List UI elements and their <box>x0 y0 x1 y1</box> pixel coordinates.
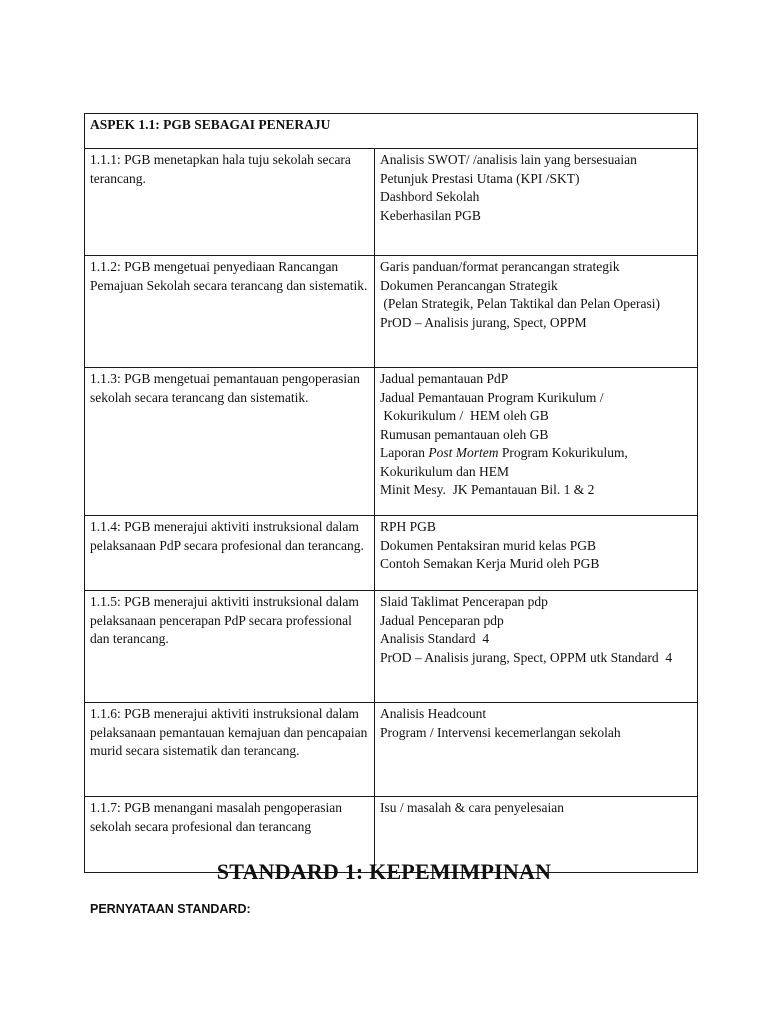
evidence-item: Slaid Taklimat Pencerapan pdp <box>380 594 548 609</box>
evidence-item-report <box>380 444 692 481</box>
evidence-item: (Pelan Strategik, Pelan Taktikal dan Pelan Operasi) <box>380 296 660 311</box>
evidence-item: Isu / masalah & cara penyelesaian <box>380 800 565 815</box>
evidence-item: Analisis Standard 4 <box>380 631 490 646</box>
evidence-item: Jadual Pemantauan Program Kurikulum / <box>380 389 604 405</box>
evidence-item: Jadual Penceparan pdp <box>380 612 504 628</box>
report-prefix: Laporan <box>380 445 429 460</box>
table-row <box>85 149 698 256</box>
evidence-cell <box>375 703 698 797</box>
evidence-item: Kokurikulum / HEM oleh GB <box>380 408 549 423</box>
table-row <box>85 368 698 516</box>
evidence-cell <box>375 591 698 703</box>
evidence-cell <box>375 149 698 256</box>
evidence-item: Petunjuk Prestasi Utama (KPI /SKT) <box>380 170 580 186</box>
criterion-cell: 1.1.7: PGB menangani masalah pengoperasian sekolah secara profesional dan terancang <box>85 797 375 873</box>
criterion-cell: 1.1.2: PGB mengetuai penyediaan Rancangan Pemajuan Sekolah secara terancang dan sistematik. <box>85 256 375 368</box>
evidence-item: Program / Intervensi kecemerlangan sekolah <box>380 724 621 740</box>
evidence-item: Contoh Semakan Kerja Murid oleh PGB <box>380 556 600 571</box>
standard-title: STANDARD 1: KEPEMIMPINAN <box>216 859 552 884</box>
evidence-item: Minit Mesy. JK Pemantauan Bil. 1 & 2 <box>380 482 595 497</box>
criterion-cell: 1.1.6: PGB menerajui aktiviti instruksional dalam pelaksanaan pemantauan kemajuan dan pencapaian murid secara sistematik dan terancang. <box>85 703 375 797</box>
table-row <box>85 516 698 591</box>
aspect-table <box>84 113 698 873</box>
report-italic: Post Mortem <box>428 445 499 460</box>
evidence-item: Dokumen Pentaksiran murid kelas PGB <box>380 537 596 553</box>
statement-label: PERNYATAAN STANDARD: <box>90 902 251 916</box>
evidence-item: Rumusan pemantauan oleh GB <box>380 426 549 442</box>
aspect-header-row <box>85 114 698 149</box>
evidence-item: Jadual pemantauan PdP <box>380 371 509 386</box>
evidence-item: PrOD – Analisis jurang, Spect, OPPM <box>380 314 587 330</box>
aspect-title: ASPEK 1.1: PGB SEBAGAI PENERAJU <box>85 114 698 149</box>
evidence-item: Analisis Headcount <box>380 706 487 721</box>
evidence-item: RPH PGB <box>380 519 436 534</box>
evidence-item: Keberhasilan PGB <box>380 207 481 223</box>
table-row <box>85 256 698 368</box>
criterion-cell: 1.1.5: PGB menerajui aktiviti instruksional dalam pelaksanaan pencerapan PdP secara professional dan terancang. <box>85 591 375 703</box>
evidence-item: Analisis SWOT/ /analisis lain yang bersesuaian <box>380 152 637 167</box>
evidence-item: Dokumen Perancangan Strategik <box>380 277 558 293</box>
report-suffix: Program Kokurikulum, Kokurikulum dan HEM <box>380 445 632 479</box>
table-row <box>85 703 698 797</box>
evidence-cell <box>375 368 698 516</box>
table-row <box>85 591 698 703</box>
evidence-cell <box>375 516 698 591</box>
evidence-item: Garis panduan/format perancangan strategik <box>380 259 620 274</box>
criterion-cell: 1.1.1: PGB menetapkan hala tuju sekolah secara terancang. <box>85 149 375 256</box>
evidence-cell <box>375 256 698 368</box>
criterion-cell: 1.1.3: PGB mengetuai pemantauan pengoperasian sekolah secara terancang dan sistematik. <box>85 368 375 516</box>
criterion-cell: 1.1.4: PGB menerajui aktiviti instruksional dalam pelaksanaan PdP secara profesional dan terancang. <box>85 516 375 591</box>
evidence-item: PrOD – Analisis jurang, Spect, OPPM utk Standard 4 <box>380 649 673 665</box>
evidence-item: Dashbord Sekolah <box>380 189 480 204</box>
